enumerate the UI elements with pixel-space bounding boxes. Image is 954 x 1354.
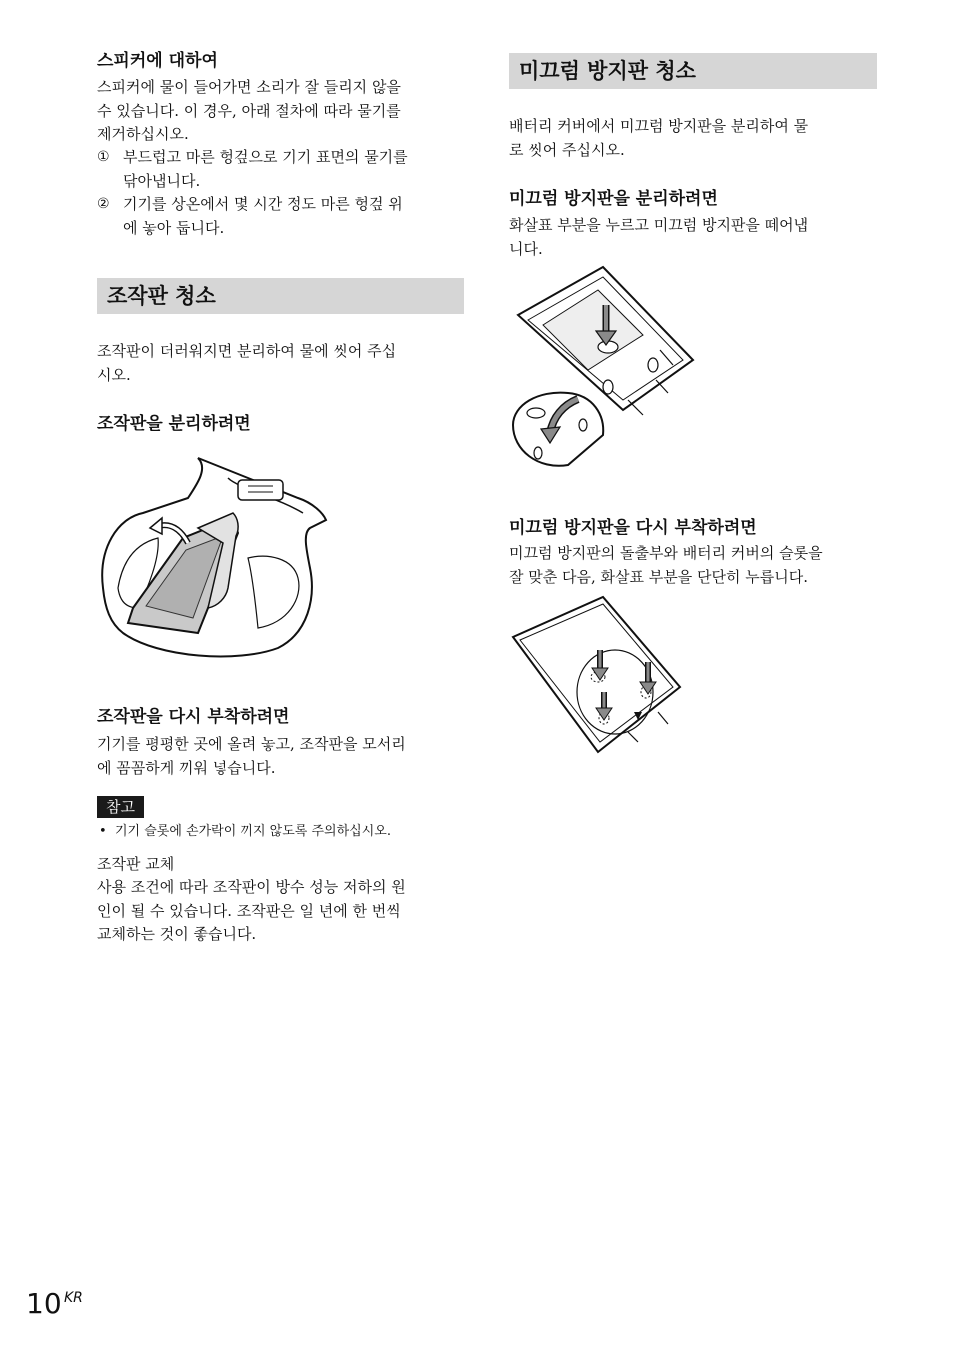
speaker-line: 스피커에 물이 들어가면 소리가 잘 들리지 않을 (97, 78, 401, 96)
slip-intro (509, 115, 877, 162)
panel-intro-line: 조작판이 더러워지면 분리하여 물에 씻어 주십 (97, 342, 397, 360)
note-bullet-text: 기기 슬롯에 손가락이 끼지 않도록 주의하십시오. (115, 824, 391, 839)
speaker-step-2 (97, 193, 464, 240)
panel-section-title: 조작판 청소 (97, 278, 464, 314)
panel-intro (97, 340, 464, 387)
note-tag-label: 참고 (97, 796, 144, 818)
panel-reattach-heading: 조작판을 다시 부착하려면 (97, 707, 290, 727)
slip-remove-paragraph (509, 214, 877, 261)
step-line: 기기를 상온에서 몇 시간 정도 마른 헝겊 위 (123, 195, 403, 213)
slip-reattach-heading: 미끄럼 방지판을 다시 부착하려면 (509, 518, 757, 538)
slip-reattach-line: 잘 맞춘 다음, 화살표 부분을 단단히 누릅니다. (509, 567, 808, 586)
speaker-line: 제거하십시오. (97, 125, 189, 143)
replace-heading: 조작판 교체 (97, 855, 175, 873)
panel-intro-line: 시오. (97, 365, 131, 384)
slip-section-title: 미끄럼 방지판 청소 (509, 53, 877, 89)
step-line: 부드럽고 마른 헝겊으로 기기 표면의 물기를 (123, 148, 408, 166)
step-number: ① (97, 149, 110, 165)
panel-reattach-line: 기기를 평평한 곳에 올려 놓고, 조작판을 모서리 (97, 735, 406, 753)
panel-remove-heading: 조작판을 분리하려면 (97, 414, 251, 434)
left-column (97, 0, 464, 943)
slip-reattach-line: 미끄럼 방지판의 돌출부와 배터리 커버의 슬롯을 (509, 544, 823, 562)
speaker-steps (97, 146, 464, 240)
replace-paragraph (97, 876, 464, 947)
panel-removal-illustration (98, 458, 328, 658)
page-number: 10 (26, 1287, 62, 1320)
slip-remove-line: 화살표 부분을 누르고 미끄럼 방지판을 떼어냅 (509, 216, 809, 234)
step-line: 에 놓아 둡니다. (123, 218, 225, 237)
speaker-line: 수 있습니다. 이 경우, 아래 절차에 따라 물기를 (97, 101, 401, 120)
slip-remove-line: 니다. (509, 239, 543, 258)
slip-intro-line: 배터리 커버에서 미끄럼 방지판을 분리하여 물 (509, 117, 809, 135)
speaker-step-1 (97, 146, 464, 193)
note-tag (97, 796, 144, 818)
step-line: 닦아냅니다. (123, 171, 201, 190)
speaker-paragraph (97, 76, 464, 147)
speaker-heading: 스피커에 대하여 (97, 51, 218, 71)
slip-reattach-illustration (508, 592, 688, 762)
replace-line: 인이 될 수 있습니다. 조작판은 일 년에 한 번씩 (97, 901, 401, 920)
step-number: ② (97, 196, 110, 212)
replace-line: 교체하는 것이 좋습니다. (97, 925, 257, 943)
slip-intro-line: 로 씻어 주십시오. (509, 140, 625, 159)
slip-reattach-paragraph (509, 542, 877, 589)
slip-remove-heading: 미끄럼 방지판을 분리하려면 (509, 189, 718, 209)
panel-reattach-paragraph (97, 733, 464, 780)
replace-line: 사용 조건에 따라 조작판이 방수 성능 저하의 원 (97, 878, 406, 896)
page-language-code: KR (64, 1290, 83, 1306)
note-bullet (97, 822, 482, 842)
bullet-dot-icon: • (99, 824, 107, 839)
slip-removal-illustration (508, 265, 698, 475)
panel-reattach-line: 에 꼼꼼하게 끼워 넣습니다. (97, 758, 276, 777)
